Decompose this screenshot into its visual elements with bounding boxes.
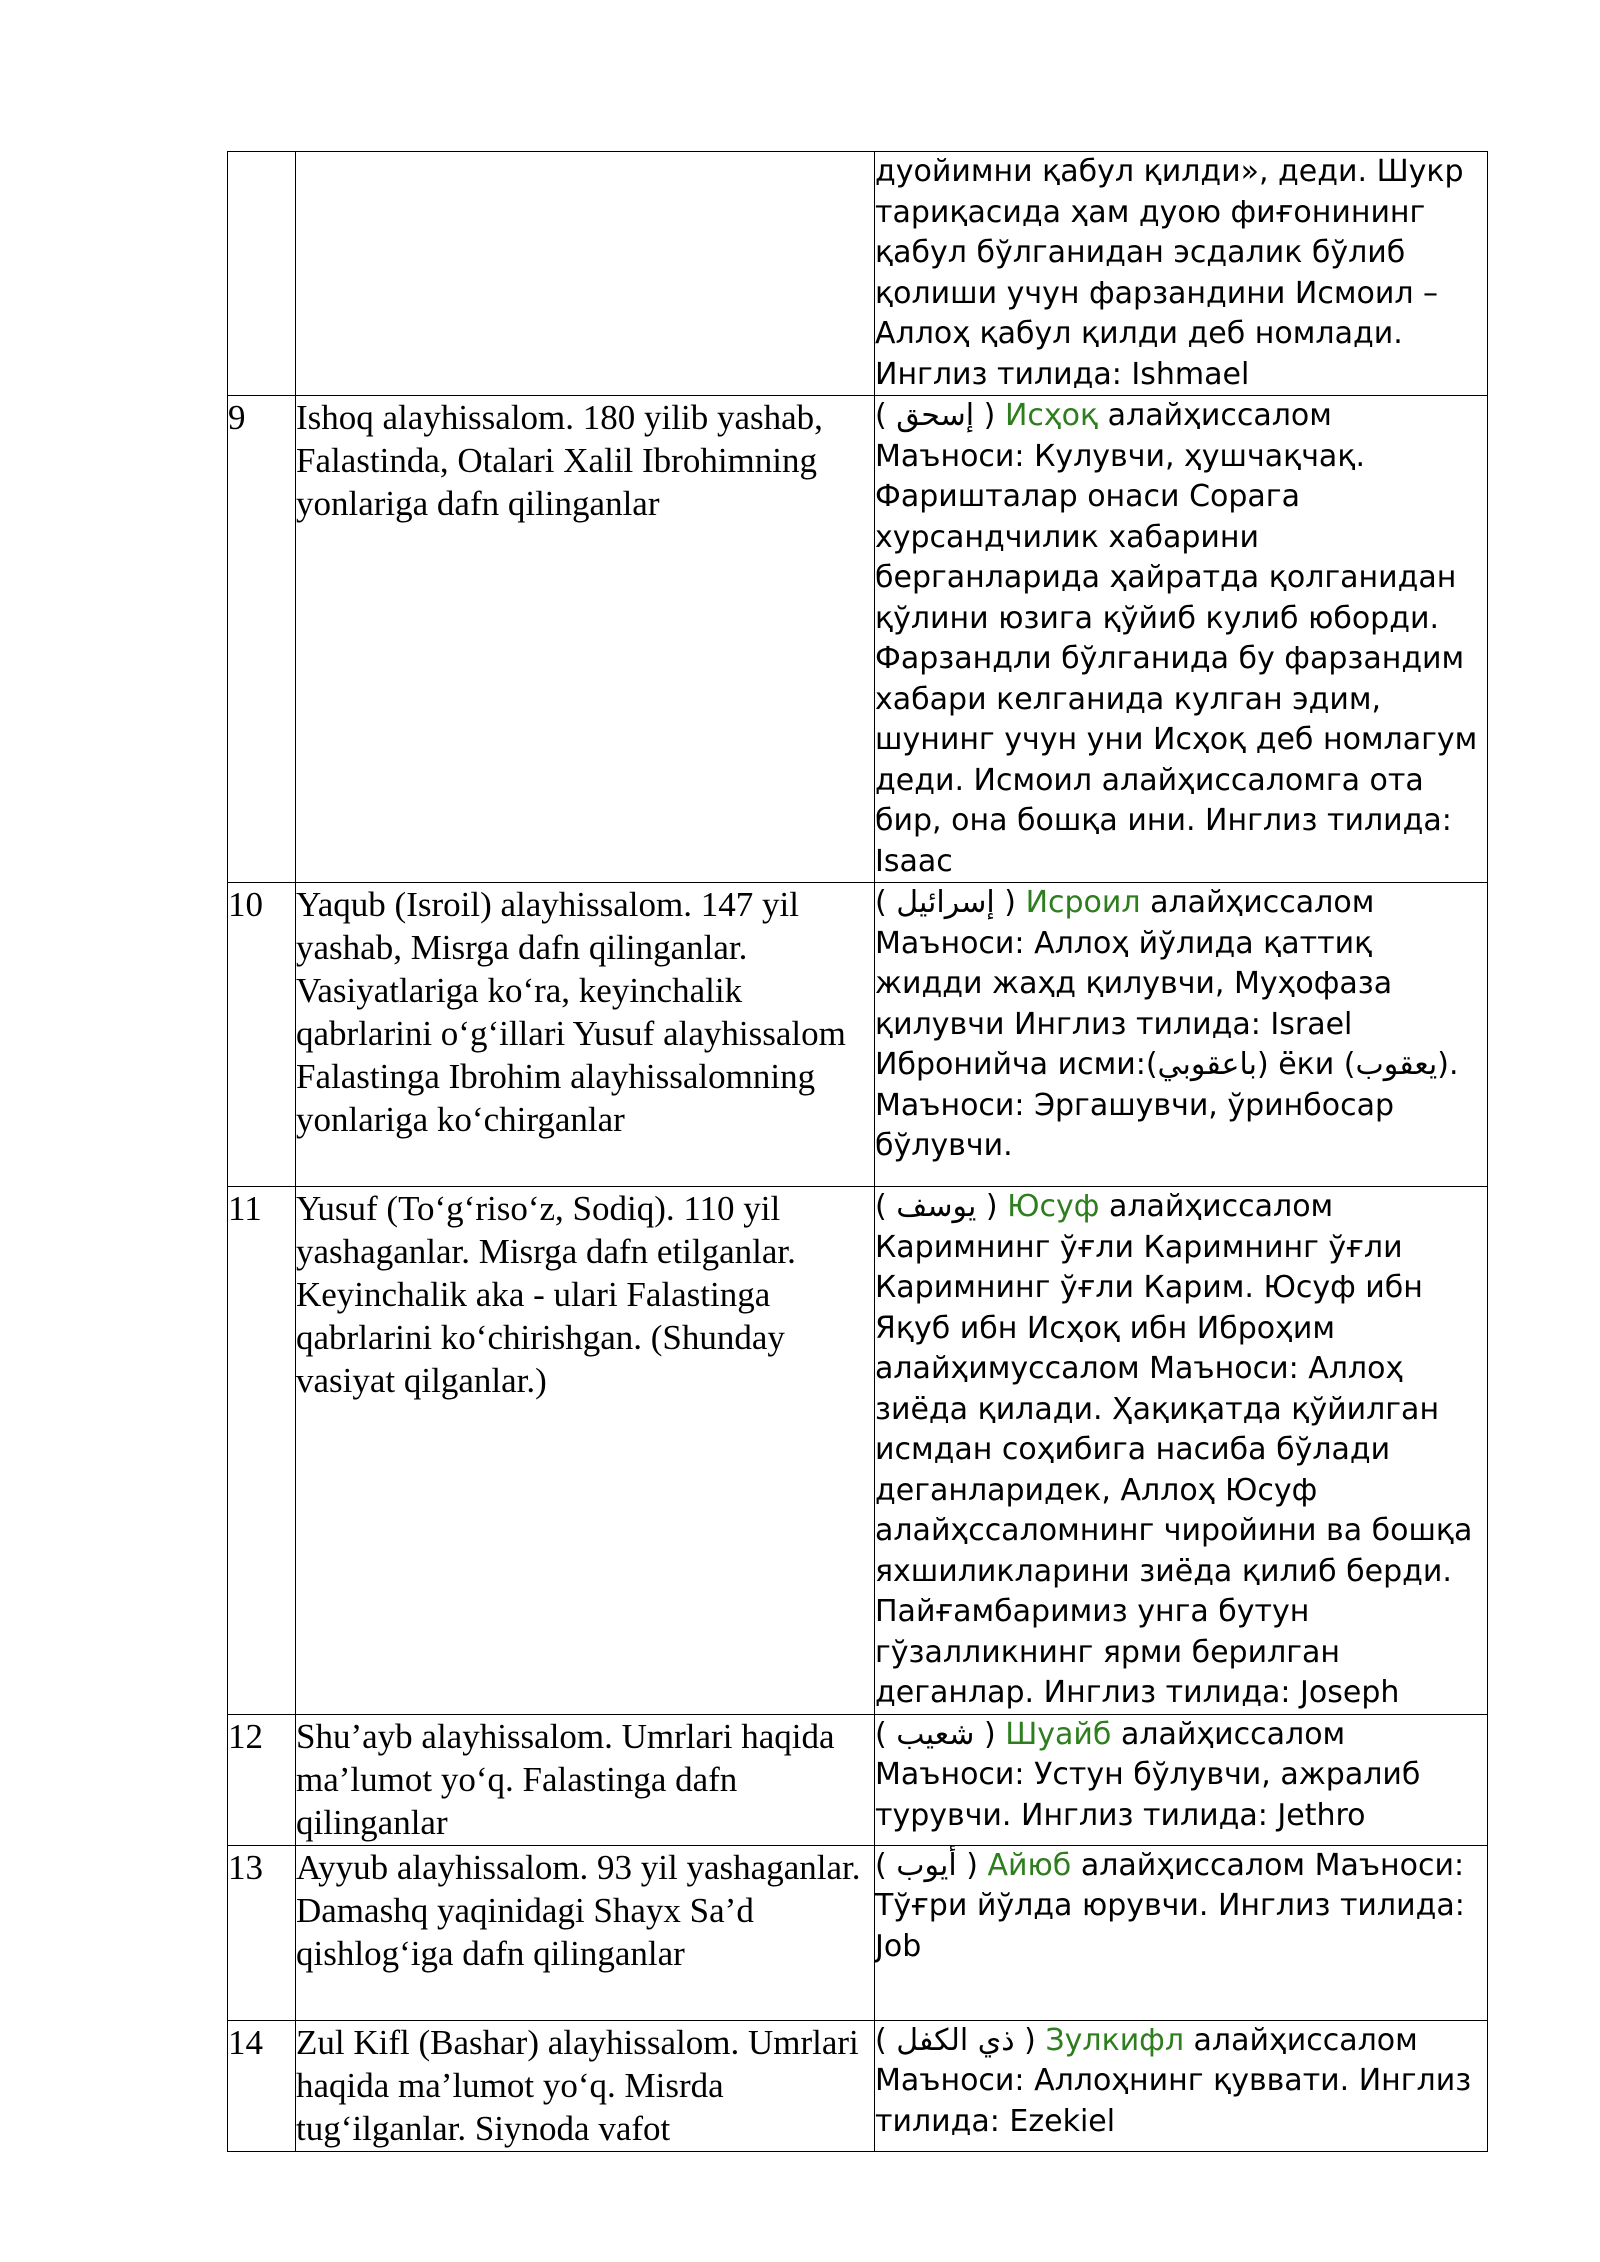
prophet-name: Шуайб (1005, 1716, 1112, 1752)
paren-open: ( (875, 2022, 887, 2058)
arabic-name: إسحق (896, 398, 975, 433)
prophet-name: Юсуф (1007, 1189, 1100, 1224)
row-number: 12 (228, 1714, 296, 1845)
row-meaning (875, 883, 1488, 1187)
row-meaning (875, 1845, 1488, 2020)
meaning-text: алайҳиссалом Каримнинг ўғли Каримнинг ўғли Каримнинг ўғли Карим. Юсуф ибн Яқуб ибн Исҳоқ ибн Иброҳим алайҳимуссалом Маъноси: Аллоҳ зиёда қилади. Ҳақиқатда қўйилган исмдан соҳибига насиба бўлади деганларидек, Аллоҳ Юсуф алайҳссаломнинг чиройини ва бошқа яхшиликларини зиёда қилиб берди. Пайғамбаримиз унга бутун гўзалликнинг ярми берилган деганлар. Инглиз тилида: Joseph (875, 1189, 1473, 1710)
row-meaning (875, 1714, 1488, 1845)
row-meaning (875, 152, 1488, 396)
prophet-name: Исҳоқ (1004, 398, 1099, 433)
row-description (296, 152, 875, 396)
table-row (228, 883, 1488, 1187)
row-number: 14 (228, 2020, 296, 2151)
paren-open: ( (875, 398, 887, 433)
arabic-name: ذي الكفل (896, 2022, 1015, 2058)
paren-close: ) (985, 1189, 998, 1224)
row-number: 10 (228, 883, 296, 1187)
paren-close: ) (1024, 2022, 1036, 2058)
table-row (228, 2020, 1488, 2151)
row-description: Shu’ayb alayhissalom. Umrlari haqida ma’lumot yo‘q. Falastinga dafn qilinganlar (296, 1714, 875, 1845)
table-row (228, 1714, 1488, 1845)
row-description: Zul Kifl (Bashar) alayhissalom. Umrlari haqida ma’lumot yo‘q. Misrda tug‘ilganlar. Siynoda vafot (296, 2020, 875, 2151)
row-description: Yaqub (Isroil) alayhissalom. 147 yil yashab, Misrga dafn qilinganlar. Vasiyatlariga ko‘ra, keyinchalik qabrlarini o‘g‘illari Yusuf alayhissalom Falastinga Ibrohim alayhissalomning yonlariga ko‘chirganlar (296, 883, 875, 1187)
paren-close: ) (983, 1716, 996, 1752)
row-number (228, 152, 296, 396)
meaning-text: алайҳиссалом Маъноси: Устун бўлувчи, ажралиб турувчи. Инглиз тилида: Jethro (875, 1716, 1421, 1833)
row-number: 11 (228, 1187, 296, 1715)
arabic-name: أيوب (896, 1847, 957, 1883)
row-description: Ishoq alayhissalom. 180 yilib yashab, Falastinda, Otalari Xalil Ibrohimning yonlariga dafn qilinganlar (296, 396, 875, 883)
row-number: 13 (228, 1845, 296, 2020)
meaning-text: алайҳиссалом Маъноси: Кулувчи, ҳушчақчақ. Фаришталар онаси Сорага хурсандчилик хабарини берганларида ҳайратда қолганидан қўлини юзига қўйиб кулиб юборди. Фарзандли бўлганида бу фарзандим хабари келганида кулган эдим, шунинг учун уни Исҳоқ деб номлагум деди. Исмоил алайҳиссаломга ота бир, она бошқа ини. Инглиз тилида: Isaac (875, 398, 1478, 879)
row-meaning (875, 2020, 1488, 2151)
row-meaning (875, 1187, 1488, 1715)
paren-close: ) (966, 1847, 978, 1883)
arabic-name: شعيب (896, 1716, 975, 1752)
paren-open: ( (875, 1189, 887, 1224)
prophet-name: Зулкифл (1045, 2022, 1185, 2058)
paren-close: ) (1004, 885, 1017, 920)
table-row (228, 1187, 1488, 1715)
row-description: Ayyub alayhissalom. 93 yil yashaganlar. Damashq yaqinidagi Shayx Sa’d qishlog‘iga dafn qilinganlar (296, 1845, 875, 2020)
table-row (228, 1845, 1488, 2020)
paren-open: ( (875, 1847, 887, 1883)
meaning-text: дуойимни қабул қилди», деди. Шукр тариқасида ҳам дуою фиғонининг қабул бўлганидан эсдалик бўлиб қолиши учун фарзандини Исмоил – Аллоҳ қабул қилди деб номлади. Инглиз тилида: Ishmael (875, 154, 1464, 392)
row-number: 9 (228, 396, 296, 883)
table-row (228, 152, 1488, 396)
arabic-name: يوسف (896, 1189, 977, 1224)
prophet-name: Исроил (1025, 885, 1141, 920)
meaning-text: алайҳиссалом Маъноси: Тўғри йўлда юрувчи. Инглиз тилида: Job (875, 1847, 1465, 1964)
row-description: Yusuf (To‘g‘riso‘z, Sodiq). 110 yil yashaganlar. Misrga dafn etilganlar. Keyinchalik aka - ulari Falastinga qabrlarini ko‘chirishgan. (Shunday vasiyat qilganlar.) (296, 1187, 875, 1715)
prophet-name: Айюб (987, 1847, 1072, 1883)
table-row (228, 396, 1488, 883)
prophets-table (227, 151, 1488, 2152)
meaning-text: алайҳиссалом Маъноси: Аллоҳ йўлида қаттиқ жидди жаҳд қилувчи, Муҳофаза қилувчи Инглиз тилида: Israel Ибронийча исми:(باعقوبي) ёки (يعقوب). Маъноси: Эргашувчи, ўринбосар бўлувчи. (875, 885, 1459, 1163)
arabic-name: إسرائيل (896, 885, 995, 920)
row-meaning (875, 396, 1488, 883)
paren-open: ( (875, 885, 887, 920)
meaning-text: алайҳиссалом Маъноси: Аллоҳнинг қуввати. Инглиз тилида: Ezekiel (875, 2022, 1472, 2139)
paren-open: ( (875, 1716, 887, 1752)
paren-close: ) (983, 398, 996, 433)
